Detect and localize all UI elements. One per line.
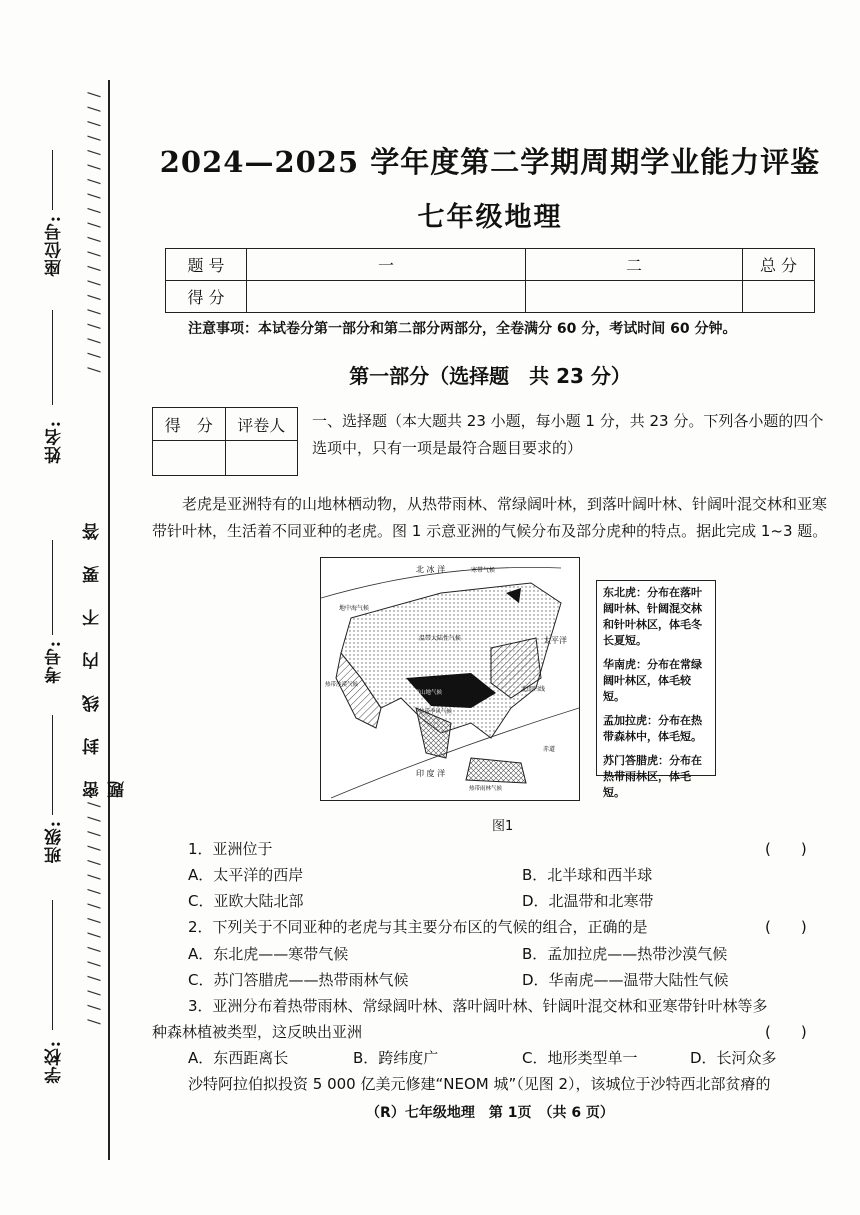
passage-2: 沙特阿拉伯拟投资 5 000 亿美元修建“NEOM 城”（见图 2），该城位于沙特西北部贫瘠的 — [188, 1075, 771, 1093]
binding-slashes-top: / / / / / / / / / / / / / / / / / / / / — [84, 90, 103, 373]
exam-no-underline — [52, 540, 53, 635]
q1-answer-paren[interactable]: ( ) — [765, 840, 807, 858]
grader-score-cell[interactable] — [153, 441, 226, 476]
legend-ne-tiger: 东北虎：分布在落叶阔叶林、针阔混交林和针叶林区，体毛冬长夏短。 — [603, 586, 702, 647]
seat-underline — [52, 150, 53, 210]
seat-label: 座位号: — [45, 215, 65, 277]
score-cell-part1[interactable] — [247, 281, 526, 313]
score-cell-part2[interactable] — [526, 281, 743, 313]
exam-no-label: 考号: — [45, 640, 65, 684]
score-table-header-total: 总 分 — [743, 249, 815, 281]
map-label-desert: 热带沙漠气候 — [325, 682, 359, 688]
q3-stem-cont: 种森林植被类型，这反映出亚洲 — [152, 1023, 363, 1041]
exam-title: 2024—2025 学年度第二学期周期学业能力评鉴 — [159, 145, 821, 179]
asia-climate-map — [320, 557, 580, 801]
grader-name-label: 评卷人 — [225, 408, 298, 441]
q3-answer-paren[interactable]: ( ) — [765, 1023, 807, 1041]
class-label: 班级: — [45, 820, 65, 864]
map-label-equator: 赤道 — [543, 746, 556, 753]
part1-title: 第一部分（选择题 共 23 分） — [349, 364, 631, 388]
q1-stem: 1．亚洲位于 — [188, 840, 273, 858]
q1-option-c[interactable]: C．亚欧大陆北部 — [188, 892, 304, 910]
q2-answer-paren[interactable]: ( ) — [765, 918, 807, 936]
school-underline — [52, 900, 53, 1030]
q1-option-a[interactable]: A．太平洋的西岸 — [188, 866, 304, 884]
map-label-cold-zone: 寒带气候 — [471, 567, 496, 574]
name-label: 姓名: — [45, 420, 65, 464]
name-underline — [52, 310, 53, 405]
q2-option-d[interactable]: D．华南虎——温带大陆性气候 — [522, 971, 729, 989]
rainforest-zone — [466, 758, 526, 783]
map-label-tropic: 北回归线 — [521, 686, 546, 693]
score-table — [165, 248, 815, 313]
q3-option-d[interactable]: D．长河众多 — [690, 1049, 777, 1067]
section1-intro: 一、选择题（本大题共 23 小题，每小题 1 分，共 23 分。下列各小题的四个选项中，只有一项是最符合题目要求的） — [312, 412, 824, 457]
exam-notice: 注意事项：本试卷分第一部分和第二部分两部分，全卷满分 60 分，考试时间 60 分钟。 — [188, 321, 737, 337]
score-table-row-label: 得 分 — [166, 281, 247, 313]
q1-option-d[interactable]: D．北温带和北寒带 — [522, 892, 654, 910]
map-label-temperate: 温带大陆性气候 — [419, 635, 462, 642]
figure-caption: 图1 — [492, 819, 514, 834]
score-table-header-part1: 一 — [247, 249, 526, 281]
score-table-header-no: 题 号 — [166, 249, 247, 281]
score-table-header-part2: 二 — [526, 249, 743, 281]
class-underline — [52, 715, 53, 815]
grader-table — [152, 407, 298, 476]
map-label-mediterranean: 地中海气候 — [339, 605, 370, 612]
q3-option-b[interactable]: B．跨纬度广 — [353, 1049, 439, 1067]
map-label-monsoon: 热带季风气候 — [419, 709, 453, 715]
map-label-pacific: 太平洋 — [543, 636, 567, 645]
page-footer: （R）七年级地理 第 1页 （共 6 页） — [366, 1105, 614, 1121]
map-label-plateau: 高原山地气候 — [409, 690, 443, 696]
grader-score-label: 得 分 — [153, 408, 226, 441]
map-label-north-ocean: 北 冰 洋 — [416, 565, 446, 574]
tiger-legend — [596, 580, 716, 799]
map-label-rainforest: 热带雨林气候 — [469, 786, 503, 792]
q2-option-b[interactable]: B．孟加拉虎——热带沙漠气候 — [522, 945, 728, 963]
score-cell-total[interactable] — [743, 281, 815, 313]
q3-stem: 3．亚洲分布着热带雨林、常绿阔叶林、落叶阔叶林、针阔叶混交林和亚寒带针叶林等多 — [188, 997, 768, 1015]
legend-bengal-tiger: 孟加拉虎：分布在热带森林中，体毛短。 — [603, 714, 702, 743]
binding-slashes-bottom: / / / / / / / / / / / / / / / / — [84, 800, 103, 1025]
q2-option-c[interactable]: C．苏门答腊虎——热带雨林气候 — [188, 971, 409, 989]
map-label-indian-ocean: 印 度 洋 — [416, 769, 446, 778]
legend-sumatran-tiger: 苏门答腊虎：分布在热带雨林区，体毛短。 — [603, 754, 702, 799]
q2-option-a[interactable]: A．东北虎——寒带气候 — [188, 945, 349, 963]
exam-subtitle: 七年级地理 — [417, 202, 563, 233]
q2-stem: 2．下列关于不同亚种的老虎与其主要分布区的气候的组合，正确的是 — [188, 918, 648, 936]
q3-option-a[interactable]: A．东西距离长 — [188, 1049, 289, 1067]
school-label: 学校: — [45, 1040, 65, 1084]
q3-option-c[interactable]: C．地形类型单一 — [522, 1049, 638, 1067]
grader-name-cell[interactable] — [225, 441, 298, 476]
seal-line-text: 密封线内不要答题 — [83, 497, 128, 798]
passage-1: 老虎是亚洲特有的山地林栖动物，从热带雨林、常绿阔叶林，到落叶阔叶林、针阔叶混交林和亚寒带针叶林，生活着不同亚种的老虎。图 1 示意亚洲的气候分布及部分虎种的特点。据此完成 1~3 题。 — [152, 495, 828, 540]
q1-option-b[interactable]: B．北半球和西半球 — [522, 866, 653, 884]
legend-sc-tiger: 华南虎：分布在常绿阔叶林区，体毛较短。 — [603, 658, 702, 703]
